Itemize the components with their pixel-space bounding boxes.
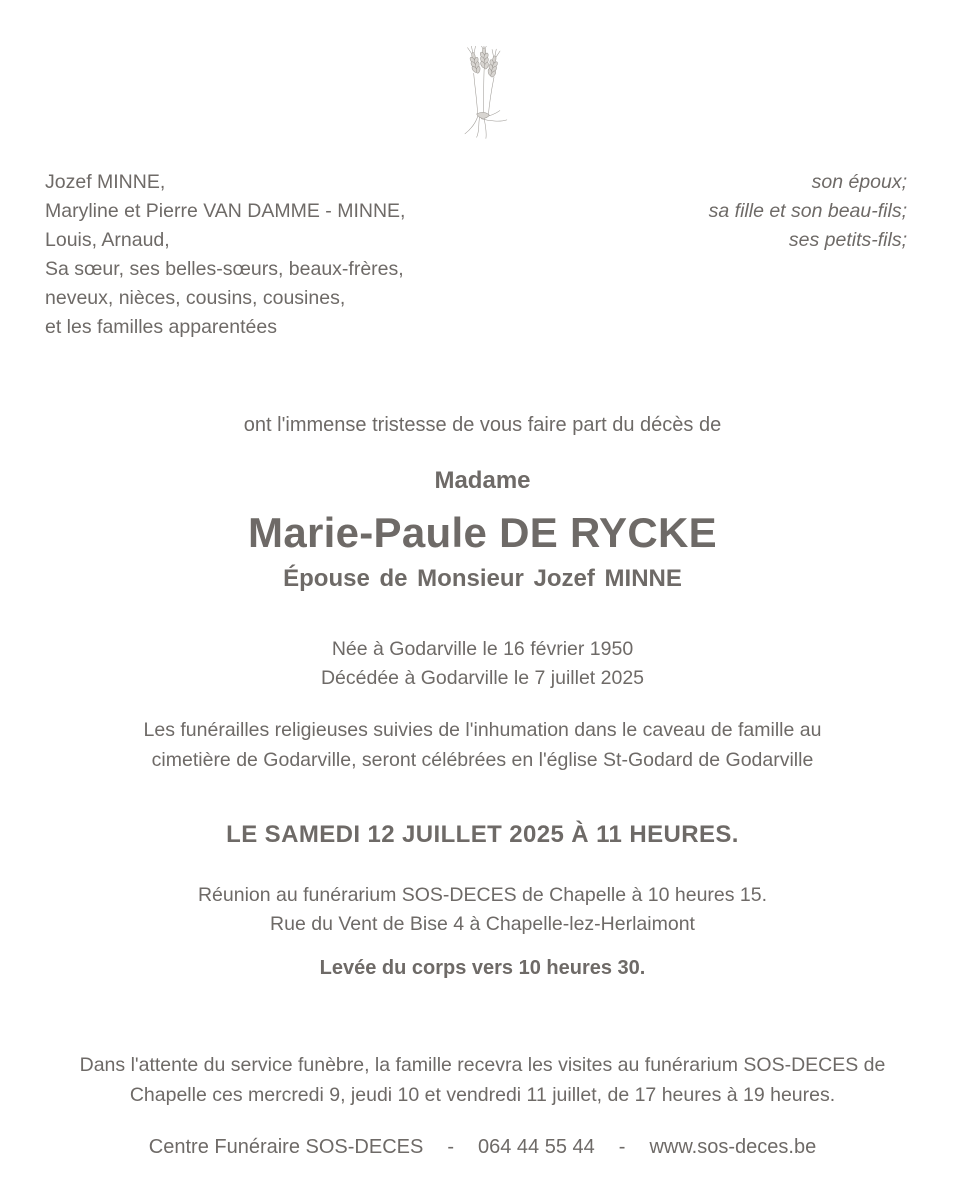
birth-line: Née à Godarville le 16 février 1950: [331, 638, 634, 660]
website-url: www.sos-deces.be: [649, 1136, 817, 1158]
meeting-line: Réunion au funérarium SOS-DECES de Chapelle à 10 heures 15.: [197, 884, 768, 906]
family-relations-list: [709, 168, 907, 255]
family-notifiers-list: [45, 168, 405, 342]
levee-line: Levée du corps vers 10 heures 30.: [319, 957, 646, 979]
funeral-line: cimetière de Godarville, seront célébrées en l'église St-Godard de Godarville: [151, 749, 814, 771]
visits-line: Dans l'attente du service funèbre, la famille recevra les visites au funérarium SOS-DECES de: [79, 1054, 886, 1076]
spouse-line: Épouse de Monsieur Jozef MINNE: [283, 565, 682, 592]
honorific-title: Madame: [434, 467, 531, 494]
relation-line: sa fille et son beau-fils;: [708, 200, 907, 222]
visits-line: Chapelle ces mercredi 9, jeudi 10 et vendredi 11 juillet, de 17 heures à 19 heures.: [129, 1084, 836, 1106]
life-dates: [0, 635, 965, 693]
family-line: Jozef MINNE,: [45, 171, 166, 193]
meeting-info: [0, 881, 965, 939]
family-section: [45, 168, 907, 342]
footer-contact-line: [0, 1136, 965, 1159]
funeral-line: Les funérailles religieuses suivies de l'inhumation dans le caveau de famille au: [143, 719, 822, 741]
family-line: Louis, Arnaud,: [45, 229, 170, 251]
funeral-home-name: Centre Funéraire SOS-DECES: [148, 1136, 424, 1158]
family-line: Maryline et Pierre VAN DAMME - MINNE,: [45, 200, 406, 222]
ceremony-date: LE SAMEDI 12 JUILLET 2025 À 11 HEURES.: [226, 821, 739, 848]
family-line: Sa sœur, ses belles-sœurs, beaux-frères,: [45, 258, 404, 280]
visits-paragraph: [0, 1050, 965, 1110]
header-icon-row: [0, 0, 965, 146]
separator-dash: -: [447, 1136, 454, 1158]
relation-line: son époux;: [811, 171, 907, 193]
family-line: et les familles apparentées: [45, 316, 277, 338]
separator-dash: -: [618, 1136, 626, 1158]
meeting-address-line: Rue du Vent de Bise 4 à Chapelle-lez-Herlaimont: [270, 913, 695, 935]
funeral-paragraph: [0, 715, 965, 775]
family-line: neveux, nièces, cousins, cousines,: [45, 287, 346, 309]
wheat-sheaf-icon: [451, 46, 515, 146]
relation-line: ses petits-fils;: [788, 229, 907, 251]
announcement-text: ont l'immense tristesse de vous faire part du décès de: [243, 414, 722, 436]
death-line: Décédée à Godarville le 7 juillet 2025: [320, 667, 645, 689]
deceased-name: Marie-Paule DE RYCKE: [248, 509, 717, 556]
phone-number: 064 44 55 44: [478, 1136, 595, 1158]
